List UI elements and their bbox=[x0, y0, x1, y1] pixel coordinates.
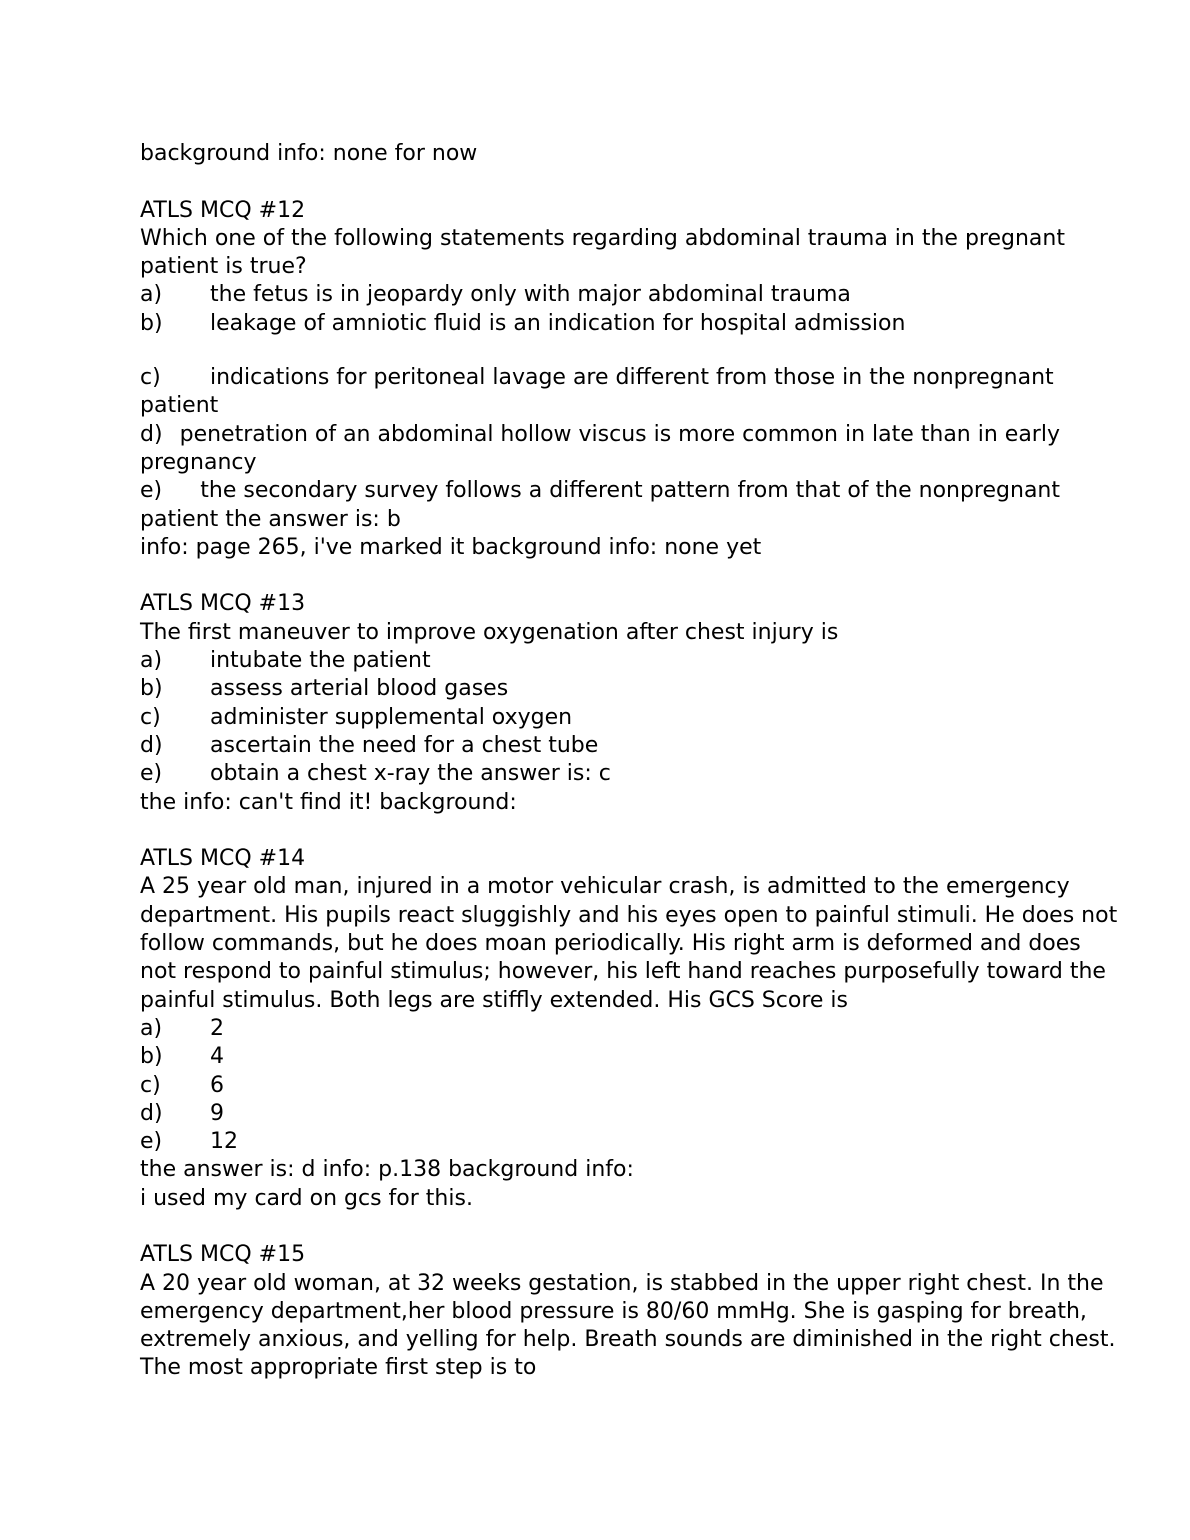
answer-option bbox=[140, 760, 1060, 788]
question-stem-line: The most appropriate first step is to bbox=[140, 1355, 537, 1381]
question-stem-line: emergency department,her blood pressure is 80/60 mmHg. She is gasping for breath, bbox=[140, 1298, 1087, 1324]
answer-option bbox=[140, 281, 1060, 309]
option-letter: e) bbox=[140, 761, 163, 787]
option-letter: b) bbox=[140, 310, 163, 336]
question-heading: ATLS MCQ #13 bbox=[140, 591, 306, 617]
info-text: the answer is: d info: p.138 background info: bbox=[140, 1157, 634, 1183]
answer-option bbox=[140, 421, 1060, 449]
answer-option bbox=[140, 477, 1060, 505]
option-letter: a) bbox=[140, 282, 163, 308]
option-letter: c) bbox=[140, 1072, 161, 1098]
answer-option bbox=[140, 1015, 1060, 1043]
question-stem-line: department. His pupils react sluggishly and his eyes open to painful stimuli. He does not bbox=[140, 902, 1118, 928]
option-letter: e) bbox=[140, 1129, 163, 1155]
question-stem-line: painful stimulus. Both legs are stiffly extended. His GCS Score is bbox=[140, 987, 848, 1013]
question-heading: ATLS MCQ #15 bbox=[140, 1242, 306, 1268]
question-stem-line: not respond to painful stimulus; however, his left hand reaches purposefully toward the bbox=[140, 959, 1106, 985]
info-text: i used my card on gcs for this. bbox=[140, 1185, 473, 1211]
intro-text: background info: none for now bbox=[140, 141, 478, 166]
option-text: penetration of an abdominal hollow viscus is more common in late than in early bbox=[179, 421, 1060, 447]
option-text: the fetus is in jeopardy only with major abdominal trauma bbox=[210, 282, 851, 308]
question-stem-line: extremely anxious, and yelling for help. Breath sounds are diminished in the right chest. bbox=[140, 1327, 1116, 1353]
answer-option bbox=[140, 1043, 1060, 1071]
option-text: obtain a chest x-ray the answer is: c bbox=[210, 761, 611, 787]
question-stem-line: patient is true? bbox=[140, 254, 307, 280]
option-letter: b) bbox=[140, 676, 163, 702]
option-text: 9 bbox=[210, 1100, 224, 1126]
option-letter: a) bbox=[140, 648, 163, 674]
question-stem-line: A 25 year old man, injured in a motor vehicular crash, is admitted to the emergency bbox=[140, 874, 1070, 900]
answer-option bbox=[140, 310, 1060, 338]
answer-option bbox=[140, 704, 1060, 732]
question-stem-line: Which one of the following statements regarding abdominal trauma in the pregnant bbox=[140, 225, 1065, 251]
option-text: the secondary survey follows a different pattern from that of the nonpregnant bbox=[200, 478, 1060, 504]
option-letter: d) bbox=[140, 732, 163, 758]
question-stem: The first maneuver to improve oxygenation after chest injury is bbox=[140, 619, 839, 645]
option-text: 12 bbox=[210, 1129, 238, 1155]
option-text: assess arterial blood gases bbox=[210, 676, 509, 702]
option-letter: b) bbox=[140, 1044, 163, 1070]
answer-option bbox=[140, 1100, 1060, 1128]
question-heading: ATLS MCQ #12 bbox=[140, 197, 306, 223]
option-continuation: patient bbox=[140, 393, 219, 419]
answer-option bbox=[140, 675, 1060, 703]
option-text: leakage of amniotic fluid is an indication for hospital admission bbox=[210, 310, 906, 336]
question-stem-line: A 20 year old woman, at 32 weeks gestation, is stabbed in the upper right chest. In the bbox=[140, 1270, 1104, 1296]
option-letter: c) bbox=[140, 365, 161, 391]
option-text: indications for peritoneal lavage are different from those in the nonpregnant bbox=[210, 365, 1054, 391]
question-13 bbox=[140, 590, 1060, 816]
option-text: 6 bbox=[210, 1072, 224, 1098]
option-text: 4 bbox=[210, 1044, 224, 1070]
option-text: intubate the patient bbox=[210, 648, 431, 674]
answer-option bbox=[140, 364, 1060, 392]
info-text: the info: can't find it! background: bbox=[140, 789, 517, 815]
option-text: administer supplemental oxygen bbox=[210, 704, 573, 730]
document-page bbox=[140, 140, 1118, 1383]
option-continuation: patient the answer is: b bbox=[140, 506, 401, 532]
question-stem-line: follow commands, but he does moan periodically. His right arm is deformed and does bbox=[140, 931, 1081, 957]
question-12 bbox=[140, 197, 1065, 563]
option-letter: e) bbox=[140, 478, 163, 504]
question-14 bbox=[140, 845, 1118, 1213]
option-letter: a) bbox=[140, 1015, 163, 1041]
option-letter: c) bbox=[140, 704, 161, 730]
option-letter: d) bbox=[140, 421, 163, 447]
answer-option bbox=[140, 1072, 1060, 1100]
question-heading: ATLS MCQ #14 bbox=[140, 846, 306, 872]
option-text: ascertain the need for a chest tube bbox=[210, 732, 599, 758]
option-continuation: pregnancy bbox=[140, 449, 257, 475]
info-text: info: page 265, i've marked it background info: none yet bbox=[140, 534, 762, 560]
question-15 bbox=[140, 1241, 1116, 1382]
answer-option bbox=[140, 732, 1060, 760]
answer-option bbox=[140, 1128, 1060, 1156]
option-letter: d) bbox=[140, 1100, 163, 1126]
answer-option bbox=[140, 647, 1060, 675]
option-text: 2 bbox=[210, 1015, 224, 1041]
